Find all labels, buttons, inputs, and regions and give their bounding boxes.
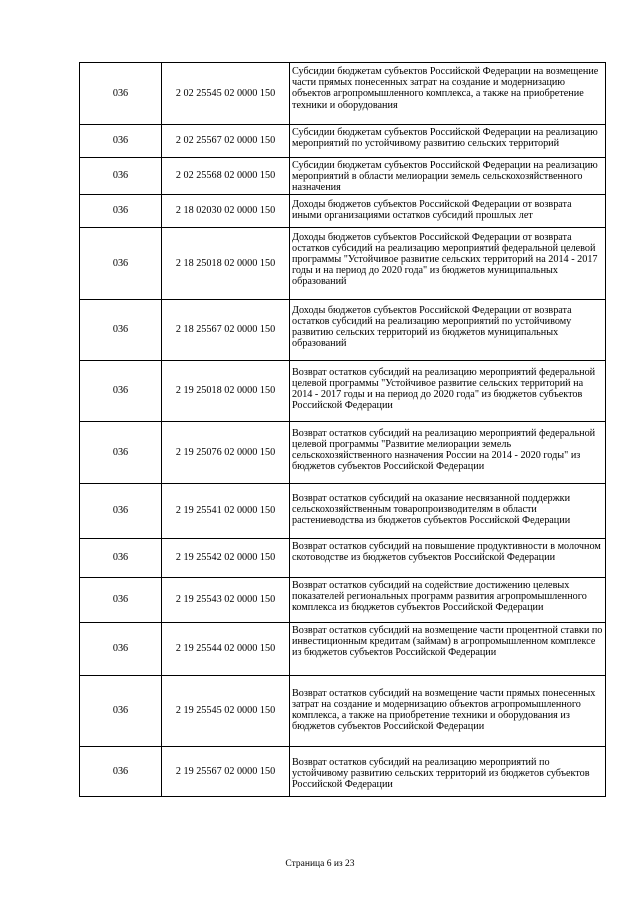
admin-code-cell: 036 (80, 421, 162, 483)
admin-code-cell: 036 (80, 125, 162, 158)
admin-code-cell: 036 (80, 360, 162, 421)
income-name-cell: Возврат остатков субсидий на оказание несвязанной поддержки сельскохозяйственным товаропроизводителям в области растениеводства из бюджетов субъектов Российской Федерации (290, 483, 606, 538)
income-name-cell: Возврат остатков субсидий на содействие достижению целевых показателей региональных программ развития агропромышленного комплекса из бюджетов субъектов Российской Федерации (290, 577, 606, 622)
income-name-cell: Доходы бюджетов субъектов Российской Федерации от возврата остатков субсидий на реализацию мероприятий федеральной целевой программы "Устойчивое развитие сельских территорий на 2014 - 2017 годы и на период до 2020 года" из бюджетов муниципальных образований (290, 227, 606, 299)
income-name-cell: Субсидии бюджетам субъектов Российской Федерации на возмещение части прямых понесенных затрат на создание и модернизацию объектов агропромышленного комплекса, а также на приобретение техники и оборудования (290, 63, 606, 125)
income-code-cell: 2 19 25076 02 0000 150 (162, 421, 290, 483)
table-row (80, 299, 606, 360)
income-code-cell: 2 18 25567 02 0000 150 (162, 299, 290, 360)
income-name-cell: Возврат остатков субсидий на повышение продуктивности в молочном скотоводстве из бюджетов субъектов Российской Федерации (290, 538, 606, 577)
admin-code-cell: 036 (80, 622, 162, 675)
admin-code-cell: 036 (80, 227, 162, 299)
table-row (80, 227, 606, 299)
table-row (80, 158, 606, 195)
table-row (80, 538, 606, 577)
income-name-cell: Доходы бюджетов субъектов Российской Федерации от возврата остатков субсидий на реализацию мероприятий по устойчивому развитию сельских территорий из бюджетов муниципальных образований (290, 299, 606, 360)
table-row (80, 746, 606, 796)
page-footer (0, 859, 640, 869)
admin-code-cell: 036 (80, 158, 162, 195)
table-row (80, 675, 606, 746)
admin-code-cell: 036 (80, 299, 162, 360)
admin-code-cell: 036 (80, 63, 162, 125)
income-code-cell: 2 19 25544 02 0000 150 (162, 622, 290, 675)
income-code-cell: 2 19 25542 02 0000 150 (162, 538, 290, 577)
income-name-cell: Возврат остатков субсидий на реализацию мероприятий федеральной целевой программы "Устойчивое развитие сельских территорий на 2014 - 2017 годы и на период до 2020 года" из бюджетов субъектов Российской Федерации (290, 360, 606, 421)
income-code-cell: 2 19 25545 02 0000 150 (162, 675, 290, 746)
table-row (80, 194, 606, 227)
income-code-cell: 2 18 25018 02 0000 150 (162, 227, 290, 299)
income-code-cell: 2 19 25543 02 0000 150 (162, 577, 290, 622)
admin-code-cell: 036 (80, 577, 162, 622)
income-name-cell: Субсидии бюджетам субъектов Российской Федерации на реализацию мероприятий по устойчивому развитию сельских территорий (290, 125, 606, 158)
income-name-cell: Возврат остатков субсидий на реализацию мероприятий федеральной целевой программы "Развитие мелиорации земель сельскохозяйственного назначения России на 2014 - 2020 годы" из бюджетов субъектов Российской Федерации (290, 421, 606, 483)
page-number: Страница 6 из 23 (285, 859, 355, 869)
budget-classification-table (79, 62, 606, 797)
income-name-cell: Субсидии бюджетам субъектов Российской Федерации на реализацию мероприятий в области мелиорации земель сельскохозяйственного назначения (290, 158, 606, 195)
income-name-cell: Возврат остатков субсидий на возмещение части процентной ставки по инвестиционным кредитам (займам) в агропромышленном комплексе из бюджетов субъектов Российской Федерации (290, 622, 606, 675)
table-row (80, 622, 606, 675)
income-code-cell: 2 02 25545 02 0000 150 (162, 63, 290, 125)
income-name-cell: Возврат остатков субсидий на реализацию мероприятий по устойчивому развитию сельских территорий из бюджетов субъектов Российской Федерации (290, 746, 606, 796)
income-name-cell: Возврат остатков субсидий на возмещение части прямых понесенных затрат на создание и модернизацию объектов агропромышленного комплекса, а также на приобретение техники и оборудования из бюджетов субъектов Российской Федерации (290, 675, 606, 746)
table-row (80, 483, 606, 538)
table-row (80, 577, 606, 622)
income-code-cell: 2 19 25567 02 0000 150 (162, 746, 290, 796)
income-code-cell: 2 19 25018 02 0000 150 (162, 360, 290, 421)
admin-code-cell: 036 (80, 194, 162, 227)
table-row (80, 360, 606, 421)
income-code-cell: 2 02 25568 02 0000 150 (162, 158, 290, 195)
income-name-cell: Доходы бюджетов субъектов Российской Федерации от возврата иными организациями остатков субсидий прошлых лет (290, 194, 606, 227)
admin-code-cell: 036 (80, 538, 162, 577)
income-code-cell: 2 18 02030 02 0000 150 (162, 194, 290, 227)
admin-code-cell: 036 (80, 675, 162, 746)
admin-code-cell: 036 (80, 746, 162, 796)
table-body (80, 63, 606, 797)
table-row (80, 421, 606, 483)
income-code-cell: 2 19 25541 02 0000 150 (162, 483, 290, 538)
income-code-cell: 2 02 25567 02 0000 150 (162, 125, 290, 158)
table-row (80, 63, 606, 125)
table-row (80, 125, 606, 158)
admin-code-cell: 036 (80, 483, 162, 538)
